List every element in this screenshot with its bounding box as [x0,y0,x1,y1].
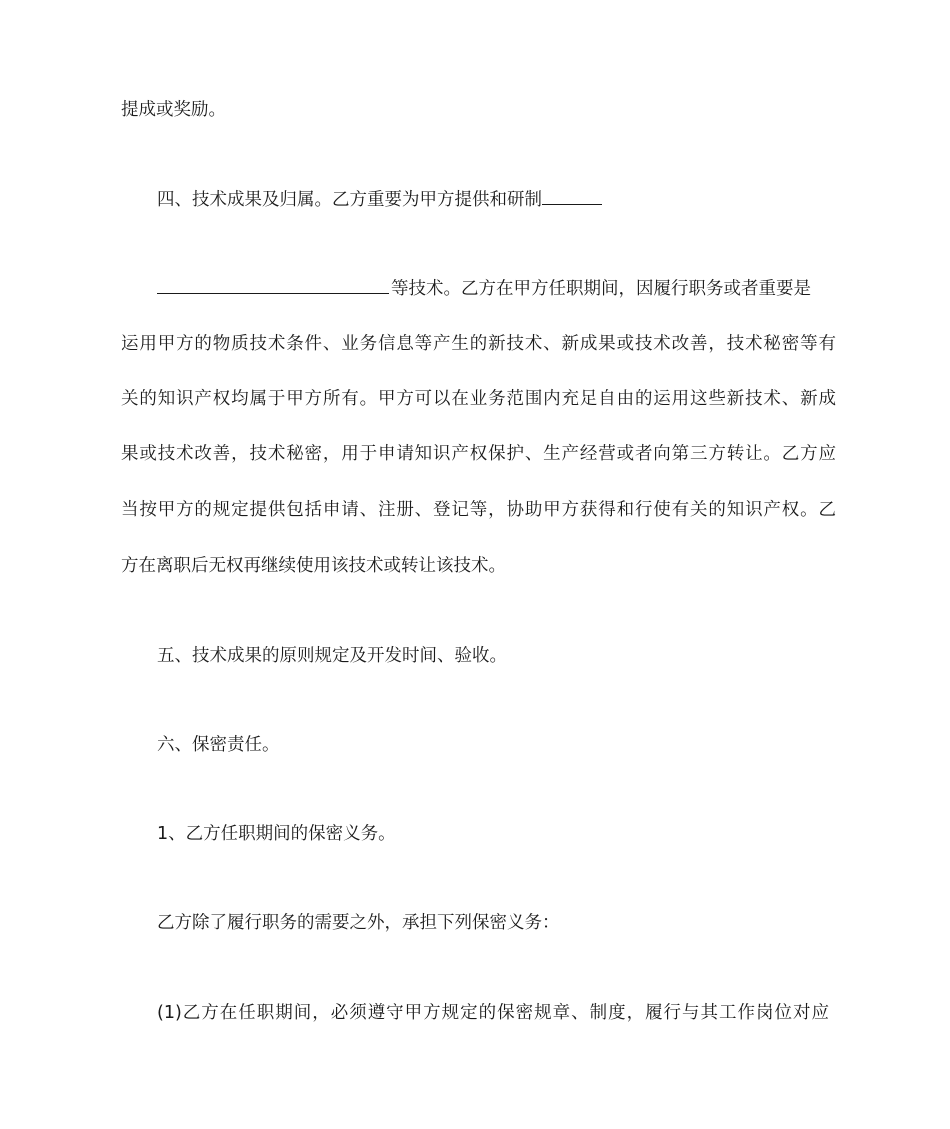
paragraph-line: 方在离职后无权再继续使用该技术或转让该技术。 [121,556,506,576]
paragraph-line: 乙方除了履行职务的需要之外，承担下列保密义务： [157,913,560,933]
paragraph-line: 提成或奖励。 [121,100,226,120]
fill-in-blank-short [542,186,602,205]
fill-in-blank-long [157,275,389,294]
paragraph-line [157,275,829,302]
subsection-heading-1: 1、乙方任职期间的保密义务。 [157,824,396,844]
paragraph-line: 运用甲方的物质技术条件、业务信息等产生的新技术、新成果或技术改善，技术秘密等有 [121,334,836,354]
paragraph-line: 当按甲方的规定提供包括申请、注册、登记等，协助甲方获得和行使有关的知识产权。乙 [121,500,836,520]
paragraph-line: 果或技术改善，技术秘密，用于申请知识产权保护、生产经营或者向第三方转让。乙方应 [121,444,836,464]
section-heading-5: 五、技术成果的原则规定及开发时间、验收。 [157,646,507,666]
paragraph-line: 关的知识产权均属于甲方所有。甲方可以在业务范围内充足自由的运用这些新技术、新成 [121,389,836,409]
section-heading-4-text: 四、技术成果及归属。乙方重要为甲方提供和研制 [157,190,542,210]
section-heading-6: 六、保密责任。 [157,735,280,755]
paragraph-line-text: 等技术。乙方在甲方任职期间，因履行职务或者重要是 [391,279,811,299]
list-item: (1)乙方在任职期间，必须遵守甲方规定的保密规章、制度，履行与其工作岗位对应 [157,1003,829,1023]
section-heading-4 [157,186,872,213]
